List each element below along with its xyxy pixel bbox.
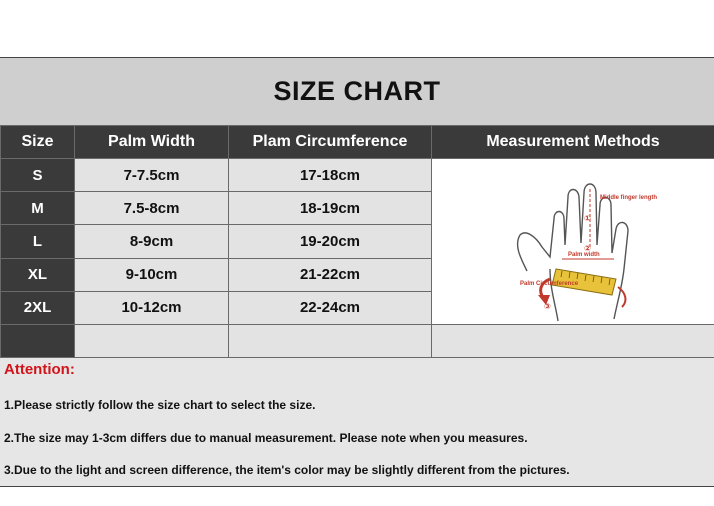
empty-cell (75, 325, 229, 358)
circumference-cell: 18-19cm (229, 192, 432, 225)
marker-1: ① (584, 214, 591, 223)
header-circumference: Plam Circumference (229, 126, 432, 159)
empty-cell (1, 325, 75, 358)
header-palm-width: Palm Width (75, 126, 229, 159)
palm-width-cell: 9-10cm (75, 258, 229, 291)
note-1: 1.Please strictly follow the size chart to select the size. (4, 398, 316, 412)
circumference-cell: 17-18cm (229, 159, 432, 192)
note-2: 2.The size may 1-3cm differs due to manual measurement. Please note when you measures. (4, 431, 528, 445)
circumference-cell: 22-24cm (229, 291, 432, 324)
table-row (1, 159, 714, 192)
middle-finger-label: Middle finger length (600, 195, 657, 201)
header-size: Size (1, 126, 75, 159)
size-cell: 2XL (1, 291, 75, 324)
hand-measurement-diagram (432, 159, 714, 324)
size-table (0, 125, 714, 358)
marker-2: ② (584, 244, 591, 253)
measurement-diagram-cell (432, 159, 714, 325)
header-row (1, 126, 714, 159)
palm-width-cell: 7-7.5cm (75, 159, 229, 192)
size-cell: M (1, 192, 75, 225)
header-measurement-methods: Measurement Methods (432, 126, 714, 159)
size-chart (0, 57, 714, 487)
palm-width-cell: 7.5-8cm (75, 192, 229, 225)
size-cell: L (1, 225, 75, 258)
size-cell: XL (1, 258, 75, 291)
note-3: 3.Due to the light and screen difference, the item's color may be slightly different from the pictures. (4, 463, 570, 477)
palm-circumference-label: Palm Circumference (520, 281, 579, 287)
empty-row (1, 325, 714, 358)
palm-width-cell: 8-9cm (75, 225, 229, 258)
size-cell: S (1, 159, 75, 192)
palm-width-label: Palm width (568, 252, 600, 258)
circumference-cell: 21-22cm (229, 258, 432, 291)
title-bar (0, 58, 714, 125)
marker-3: ③ (544, 302, 551, 311)
empty-cell (432, 325, 714, 358)
palm-width-cell: 10-12cm (75, 291, 229, 324)
empty-cell (229, 325, 432, 358)
attention-label: Attention: (4, 361, 75, 378)
chart-title: SIZE CHART (273, 76, 441, 106)
circumference-cell: 19-20cm (229, 225, 432, 258)
